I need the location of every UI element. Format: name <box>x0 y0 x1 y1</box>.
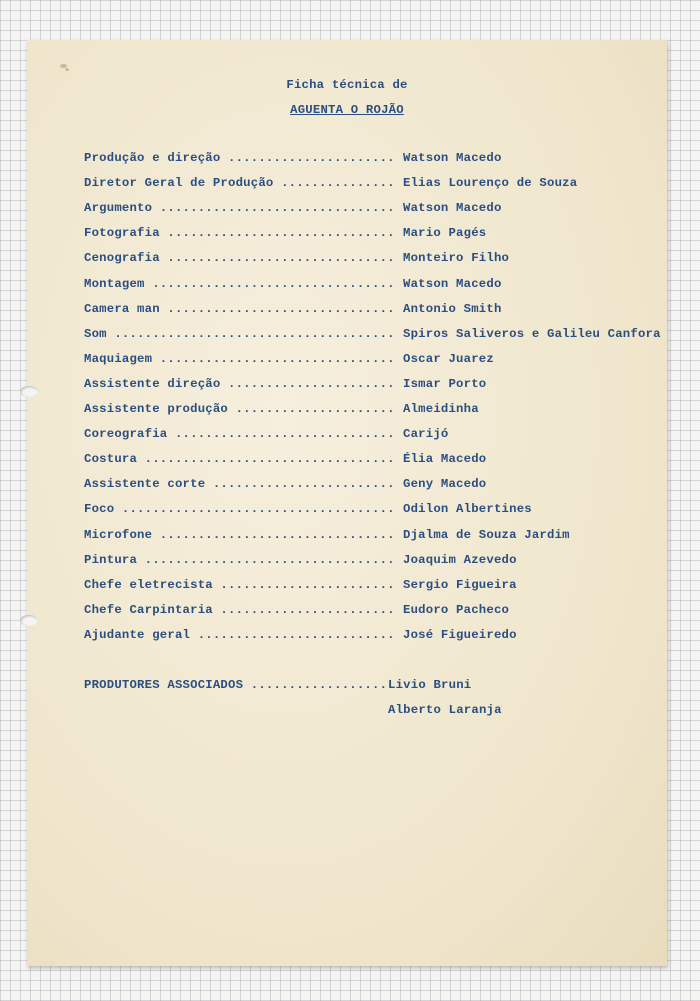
credit-role: Argumento ............................... <box>84 201 395 216</box>
credit-role: Microfone ............................... <box>84 527 395 542</box>
credit-role: Maquiagem ............................... <box>84 351 395 366</box>
stain-mark <box>65 68 69 71</box>
credit-role: Pintura ................................. <box>84 552 395 567</box>
punch-hole <box>20 615 38 626</box>
credit-role: Cenografia .............................. <box>84 251 395 266</box>
film-title: AGUENTA O ROJÃO <box>290 103 404 117</box>
credit-name: José Figueiredo <box>403 627 517 642</box>
document-page <box>27 40 667 966</box>
credit-role: Assistente direção ...................... <box>84 376 395 391</box>
credit-role: Coreografia ............................. <box>84 427 395 442</box>
credit-role: Chefe eletrecista ....................... <box>84 577 395 592</box>
credit-role: Som ..................................... <box>84 326 395 341</box>
credit-name: Watson Macedo <box>403 201 502 216</box>
credit-name: Odilon Albertines <box>403 502 532 517</box>
credit-role: Fotografia .............................. <box>84 226 395 241</box>
producer-name: Livio Bruni <box>388 678 472 692</box>
credit-name: Carijó <box>403 427 449 442</box>
credit-name: Ismar Porto <box>403 376 487 391</box>
credit-role: Diretor Geral de Produção ............... <box>84 176 395 191</box>
credit-name: Geny Macedo <box>403 477 487 492</box>
producer-name: Alberto Laranja <box>388 703 502 717</box>
punch-hole <box>20 386 38 397</box>
credit-name: Monteiro Filho <box>403 251 510 266</box>
credit-role: Camera man .............................. <box>84 301 395 316</box>
credit-name: Joaquim Azevedo <box>403 552 517 567</box>
credit-name: Élia Macedo <box>403 452 487 467</box>
header-line: Ficha técnica de <box>286 78 408 92</box>
credit-role: Chefe Carpintaria ....................... <box>84 602 395 617</box>
producers-label: PRODUTORES ASSOCIADOS .................. <box>84 678 388 692</box>
credit-name: Sergio Figueira <box>403 577 517 592</box>
credit-role: Costura ................................. <box>84 452 395 467</box>
credit-role: Produção e direção ...................... <box>84 151 395 165</box>
credit-name: Eudoro Pacheco <box>403 602 510 617</box>
credit-name: Watson Macedo <box>403 151 502 165</box>
credit-role: Montagem ................................ <box>84 276 395 291</box>
credit-name: Watson Macedo <box>403 276 502 291</box>
credit-name: Spiros Saliveros e Galileu Canfora <box>403 326 661 341</box>
credit-name: Elias Lourenço de Souza <box>403 176 578 191</box>
credit-role: Ajudante geral .......................... <box>84 627 395 642</box>
credit-name: Mario Pagés <box>403 226 487 241</box>
credit-name: Almeidinha <box>403 402 479 416</box>
credit-role: Foco .................................... <box>84 502 395 517</box>
credit-name: Djalma de Souza Jardim <box>403 527 570 542</box>
credit-role: Assistente corte ........................ <box>84 477 395 492</box>
credit-role: Assistente produção ..................... <box>84 402 395 416</box>
credit-name: Oscar Juarez <box>403 351 494 366</box>
credit-name: Antonio Smith <box>403 301 502 316</box>
